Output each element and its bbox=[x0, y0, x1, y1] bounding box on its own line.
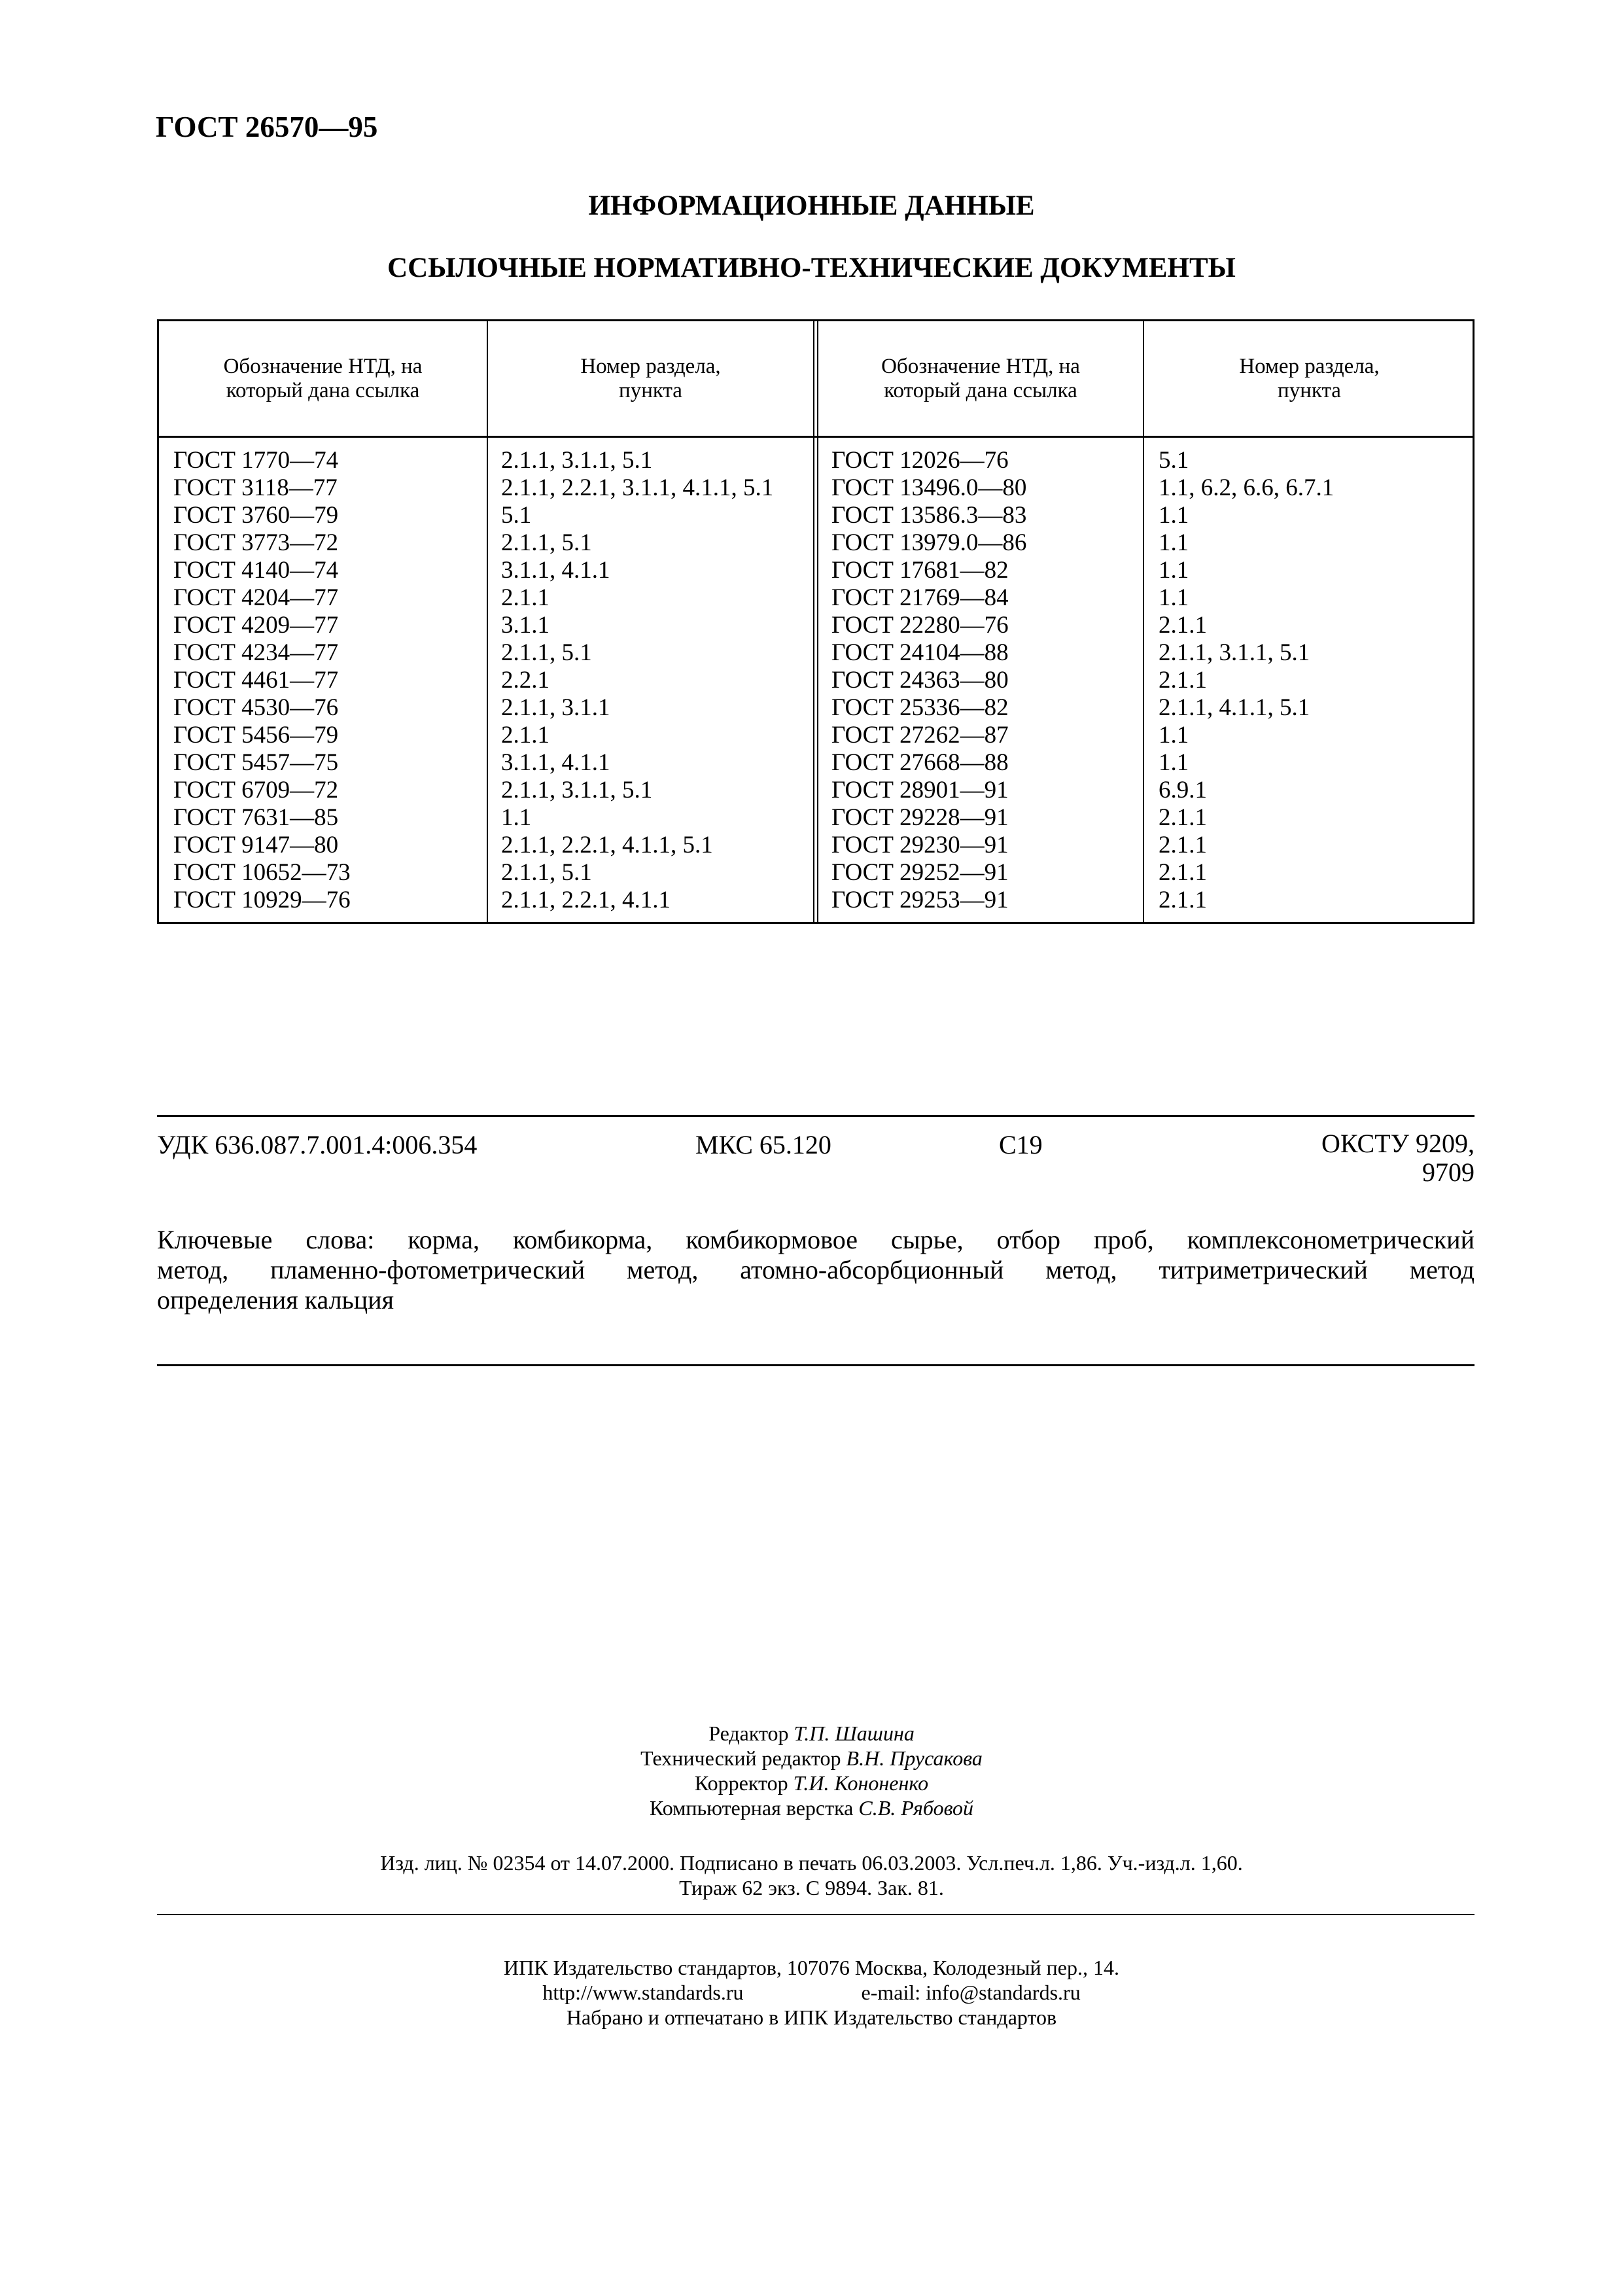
ntd-designation: ГОСТ 9147—80 bbox=[173, 832, 339, 858]
section-number: 2.1.1 bbox=[1159, 832, 1207, 858]
ntd-designation: ГОСТ 13979.0—86 bbox=[831, 529, 1027, 556]
section-number: 2.1.1 bbox=[501, 722, 550, 749]
section-number: 2.1.1, 3.1.1 bbox=[501, 694, 610, 721]
section-number: 2.1.1 bbox=[1159, 667, 1207, 694]
ntd-designation: ГОСТ 22280—76 bbox=[831, 612, 1009, 639]
doc-column-right bbox=[831, 447, 1026, 914]
ntd-designation: ГОСТ 27668—88 bbox=[831, 749, 1009, 776]
section-number: 3.1.1 bbox=[501, 612, 550, 639]
ntd-designation: ГОСТ 3760—79 bbox=[173, 502, 339, 529]
section-number: 2.1.1, 2.2.1, 4.1.1 bbox=[501, 887, 671, 913]
keywords-line: Ключевые слова: корма, комбикорма, комбикормовое сырье, отбор проб, комплексонометрический bbox=[157, 1225, 1475, 1254]
section-number: 2.1.1 bbox=[1159, 612, 1207, 639]
header-section-left: Номер раздела, пункта bbox=[580, 354, 721, 402]
doc-column-left bbox=[173, 447, 351, 914]
section-number: 3.1.1, 4.1.1 bbox=[501, 749, 610, 776]
keywords-line: метод, пламенно-фотометрический метод, атомно-абсорбционный метод, титриметрический метод bbox=[157, 1255, 1475, 1284]
ntd-designation: ГОСТ 29253—91 bbox=[831, 887, 1009, 913]
classification-rule bbox=[157, 1115, 1475, 1117]
imprint: Изд. лиц. № 02354 от 14.07.2000. Подписано в печать 06.03.2003. Усл.печ.л. 1,86. Уч.-изд.л. 1,60. Тираж 62 экз. С 9894. Зак. 81. bbox=[380, 1851, 1243, 1899]
section-number: 2.1.1, 3.1.1, 5.1 bbox=[501, 777, 653, 804]
publisher-email[interactable]: e-mail: info@standards.ru bbox=[861, 1981, 1081, 2004]
section-number: 1.1 bbox=[1159, 722, 1189, 749]
ntd-designation: ГОСТ 27262—87 bbox=[831, 722, 1009, 749]
section-number: 2.1.1, 5.1 bbox=[501, 859, 592, 886]
ntd-designation: ГОСТ 4140—74 bbox=[173, 557, 339, 584]
ntd-designation: ГОСТ 5457—75 bbox=[173, 749, 339, 776]
reference-table bbox=[157, 319, 1475, 924]
ntd-designation: ГОСТ 29228—91 bbox=[831, 804, 1009, 831]
okstu-code: ОКСТУ 9209, 9709 bbox=[1321, 1129, 1475, 1187]
header-divider bbox=[159, 436, 1473, 438]
section-number: 2.1.1, 3.1.1, 5.1 bbox=[501, 447, 653, 474]
keywords-line: определения кальция bbox=[157, 1285, 394, 1315]
section-column-left bbox=[501, 447, 773, 914]
category-code: С19 bbox=[999, 1130, 1043, 1159]
ntd-designation: ГОСТ 13586.3—83 bbox=[831, 502, 1027, 529]
section-number: 2.1.1, 5.1 bbox=[501, 639, 592, 666]
ntd-designation: ГОСТ 13496.0—80 bbox=[831, 474, 1027, 501]
header-doc-left: Обозначение НТД, на который дана ссылка bbox=[223, 354, 423, 402]
section-number: 2.1.1 bbox=[1159, 887, 1207, 913]
ntd-designation: ГОСТ 29252—91 bbox=[831, 859, 1009, 886]
udk-code: УДК 636.087.7.001.4:006.354 bbox=[157, 1130, 478, 1159]
ntd-designation: ГОСТ 24363—80 bbox=[831, 667, 1009, 694]
section-number: 1.1 bbox=[501, 804, 532, 831]
ntd-designation: ГОСТ 6709—72 bbox=[173, 777, 339, 804]
ntd-designation: ГОСТ 3773—72 bbox=[173, 529, 339, 556]
ntd-designation: ГОСТ 4530—76 bbox=[173, 694, 339, 721]
section-number: 1.1, 6.2, 6.6, 6.7.1 bbox=[1159, 474, 1335, 501]
section-number: 1.1 bbox=[1159, 529, 1189, 556]
section-number: 1.1 bbox=[1159, 584, 1189, 611]
section-number: 6.9.1 bbox=[1159, 777, 1207, 804]
document-id: ГОСТ 26570—95 bbox=[156, 111, 378, 143]
ntd-designation: ГОСТ 4209—77 bbox=[173, 612, 339, 639]
ntd-designation: ГОСТ 7631—85 bbox=[173, 804, 339, 831]
ntd-designation: ГОСТ 17681—82 bbox=[831, 557, 1009, 584]
credits: Редактор Т.П. Шашина Технический редактор В.Н. Прусакова Корректор Т.И. Кононенко Компьютерная верстка С.В. Рябовой bbox=[640, 1722, 983, 1820]
ntd-designation: ГОСТ 4234—77 bbox=[173, 639, 339, 666]
ntd-designation: ГОСТ 3118—77 bbox=[173, 474, 338, 501]
ntd-designation: ГОСТ 4461—77 bbox=[173, 667, 339, 694]
ntd-designation: ГОСТ 12026—76 bbox=[831, 447, 1009, 474]
ntd-designation: ГОСТ 1770—74 bbox=[173, 447, 339, 474]
imprint-rule bbox=[157, 1914, 1475, 1915]
section-number: 2.1.1 bbox=[501, 584, 550, 611]
ntd-designation: ГОСТ 25336—82 bbox=[831, 694, 1009, 721]
section-title: ССЫЛОЧНЫЕ НОРМАТИВНО-ТЕХНИЧЕСКИЕ ДОКУМЕНТЫ bbox=[387, 253, 1236, 283]
page-title: ИНФОРМАЦИОННЫЕ ДАННЫЕ bbox=[588, 190, 1035, 221]
ntd-designation: ГОСТ 10652—73 bbox=[173, 859, 351, 886]
section-number: 2.1.1, 5.1 bbox=[501, 529, 592, 556]
mks-code: МКС 65.120 bbox=[695, 1130, 831, 1159]
keywords bbox=[157, 1225, 1475, 1315]
ntd-designation: ГОСТ 21769—84 bbox=[831, 584, 1009, 611]
ntd-designation: ГОСТ 24104—88 bbox=[831, 639, 1009, 666]
section-number: 2.2.1 bbox=[501, 667, 550, 694]
section-number: 1.1 bbox=[1159, 749, 1189, 776]
section-number: 5.1 bbox=[501, 502, 532, 529]
section-column-right bbox=[1159, 447, 1334, 914]
publisher-info: ИПК Издательство стандартов, 107076 Москва, Колодезный пер., 14. http://www.standards.ru e-mail: info@standards.ru Набрано и отпечатано в ИПК Издательство стандартов bbox=[504, 1956, 1119, 2029]
section-number: 3.1.1, 4.1.1 bbox=[501, 557, 610, 584]
section-number: 1.1 bbox=[1159, 502, 1189, 529]
publisher-url[interactable]: http://www.standards.ru bbox=[542, 1981, 744, 2004]
section-number: 2.1.1, 3.1.1, 5.1 bbox=[1159, 639, 1310, 666]
header-doc-right: Обозначение НТД, на который дана ссылка bbox=[881, 354, 1080, 402]
header-section-right: Номер раздела, пункта bbox=[1239, 354, 1380, 402]
ntd-designation: ГОСТ 28901—91 bbox=[831, 777, 1009, 804]
section-number: 2.1.1 bbox=[1159, 859, 1207, 886]
section-number: 2.1.1, 2.2.1, 3.1.1, 4.1.1, 5.1 bbox=[501, 474, 774, 501]
ntd-designation: ГОСТ 4204—77 bbox=[173, 584, 339, 611]
keywords-rule bbox=[157, 1364, 1475, 1366]
ntd-designation: ГОСТ 5456—79 bbox=[173, 722, 339, 749]
section-number: 2.1.1, 4.1.1, 5.1 bbox=[1159, 694, 1310, 721]
table-divider bbox=[813, 321, 814, 922]
section-number: 2.1.1, 2.2.1, 4.1.1, 5.1 bbox=[501, 832, 713, 858]
section-number: 5.1 bbox=[1159, 447, 1189, 474]
ntd-designation: ГОСТ 29230—91 bbox=[831, 832, 1009, 858]
section-number: 2.1.1 bbox=[1159, 804, 1207, 831]
section-number: 1.1 bbox=[1159, 557, 1189, 584]
ntd-designation: ГОСТ 10929—76 bbox=[173, 887, 351, 913]
